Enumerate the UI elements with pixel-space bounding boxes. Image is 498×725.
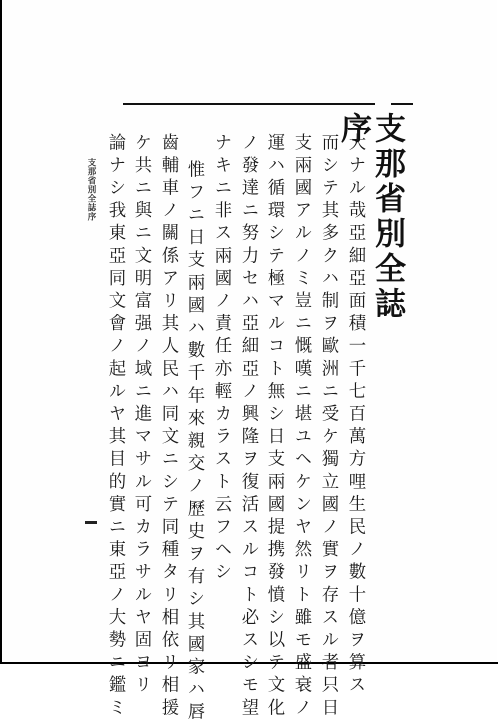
text-column-3: 支兩國アルノミ豈ニ慨嘆ニ堪ユヘケンヤ然リト雖モ盛衰ノ	[291, 133, 311, 721]
header-rule-left	[123, 103, 375, 105]
header-rule-right	[391, 103, 413, 105]
text-column-1: 大ナル哉亞細亞面積一千七百萬方哩生民ノ數十億ヲ算ス	[345, 133, 365, 698]
text-column-4: 運ハ循環シテ極マルコト無シ日支兩國提携發憤シ以テ文化	[264, 133, 284, 721]
text-column-10: 論ナシ我東亞同文會ノ起ルヤ其目的實ニ東亞ノ大勢ニ鑑ミ	[105, 133, 125, 721]
text-column-7: 惟フニ日支兩國ハ數千年來親交ノ歷史ヲ有シ其國家ハ唇	[184, 160, 204, 725]
text-column-5: ノ發達ニ努力セハ亞細亞ノ興隆ヲ復活スルコト必スシモ望	[238, 133, 258, 721]
text-column-8: 齒輔車ノ關係アリ其人民ハ同文ニシテ同種タリ相依リ相援	[158, 133, 178, 721]
text-column-6: ナキニ非ス兩國ノ責任亦輕カラスト云フヘシ	[211, 133, 231, 585]
page-number	[85, 521, 97, 524]
text-column-2: 而シテ其多クハ制ヲ歐洲ニ受ケ獨立國ノ實ヲ存スル者只日	[318, 133, 338, 721]
text-column-9: ケ共ニ與ニ文明富强ノ域ニ進マサル可カラサルヤ固ヨリ	[131, 133, 151, 698]
document-page	[3, 0, 497, 725]
margin-caption: 支那省別全誌序	[86, 158, 96, 221]
preface-title: 支那省別全誌序	[335, 112, 405, 322]
